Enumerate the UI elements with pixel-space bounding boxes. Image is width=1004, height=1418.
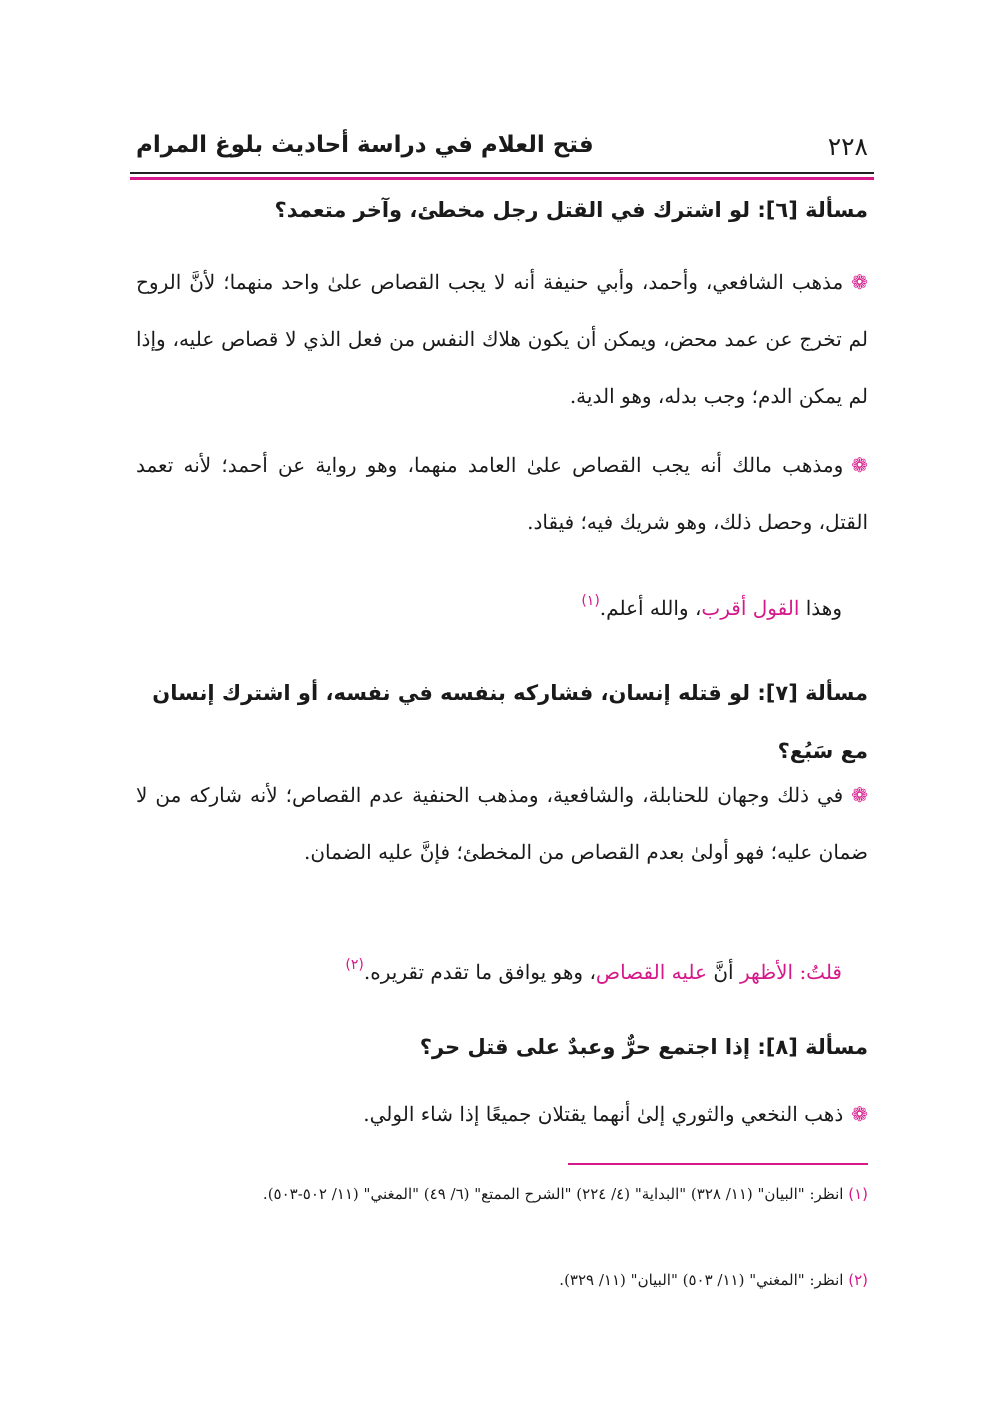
question-6-heading xyxy=(136,198,868,222)
footnote-2 xyxy=(136,1266,868,1294)
question-text: لو اشترك في القتل رجل مخطئ، وآخر متعمد؟ xyxy=(274,198,751,222)
header-rule-black xyxy=(130,172,874,174)
paragraph-hanabila xyxy=(136,767,868,881)
flower-ornament-icon: ❁ xyxy=(851,1102,868,1126)
footnote-text: انظر: "المغني" (١١/ ٥٠٣) "البيان" (١١/ ٣٢٩). xyxy=(559,1271,844,1289)
footnote-ref-1[interactable]: (١) xyxy=(581,593,600,609)
page-number: ٢٢٨ xyxy=(827,132,868,161)
conclusion-highlight: القول أقرب xyxy=(701,596,800,620)
question-text: لو قتله إنسان، فشاركه بنفسه في نفسه، أو اشترك إنسان مع سَبُع؟ xyxy=(152,681,868,763)
footnote-number: (٢) xyxy=(848,1271,868,1289)
paragraph-text: ومذهب مالك أنه يجب القصاص علىٰ العامد منهما، وهو رواية عن أحمد؛ لأنه تعمد القتل، وحصل ذلك، وهو شريك فيه؛ فيقاد. xyxy=(136,453,868,534)
page-header xyxy=(136,128,868,168)
footnote-text: انظر: "البيان" (١١/ ٣٢٨) "البداية" (٤/ ٢٢٤) "الشرح الممتع" (٦/ ٤٩) "المغني" (١١/ ٥٠٢-٥٠٣). xyxy=(262,1185,844,1203)
paragraph-conclusion-1 xyxy=(136,580,842,640)
flower-ornament-icon: ❁ xyxy=(851,783,868,807)
flower-ornament-icon: ❁ xyxy=(851,270,868,294)
footnote-number: (١) xyxy=(848,1185,868,1203)
flower-ornament-icon: ❁ xyxy=(851,453,868,477)
anna-word: أنَّ xyxy=(713,960,734,984)
question-text: إذا اجتمع حرٌّ وعبدٌ على قتل حر؟ xyxy=(419,1035,751,1059)
header-rule-pink xyxy=(130,177,874,180)
question-label: مسألة [٧]: xyxy=(757,681,868,705)
qultu-label: قلتُ: xyxy=(799,960,842,984)
question-7-heading xyxy=(136,664,868,780)
book-title: فتح العلام في دراسة أحاديث بلوغ المرام xyxy=(136,132,594,158)
footnote-separator xyxy=(568,1163,868,1165)
paragraph-text: ذهب النخعي والثوري إلىٰ أنهما يقتلان جميعًا إذا شاء الولي. xyxy=(363,1102,844,1126)
paragraph-malik xyxy=(136,437,868,551)
paragraph-text: في ذلك وجهان للحنابلة، والشافعية، ومذهب الحنفية عدم القصاص؛ لأنه شاركه من لا ضمان عليه؛ فهو أولىٰ بعدم القصاص من المخطئ؛ فإنَّ عليه الضمان. xyxy=(136,783,868,864)
paragraph-shafii xyxy=(136,254,868,425)
conclusion-post: ، وهو يوافق ما تقدم تقريره. xyxy=(363,960,596,984)
conclusion-pre: وهذا xyxy=(805,596,842,620)
azhar-label: الأظهر xyxy=(739,960,794,984)
conclusion-post: ، والله أعلم. xyxy=(599,596,702,620)
question-8-heading xyxy=(136,1035,868,1059)
paragraph-text: مذهب الشافعي، وأحمد، وأبي حنيفة أنه لا يجب القصاص علىٰ واحد منهما؛ لأنَّ الروح لم تخرج عن عمد محض، ويمكن أن يكون هلاك النفس من فعل الذي لا قصاص عليه، وإذا لم يمكن الدم؛ وجب بدله، وهو الدية. xyxy=(136,270,868,408)
paragraph-conclusion-2 xyxy=(136,944,842,1004)
footnote-ref-2[interactable]: (٢) xyxy=(345,957,364,973)
question-label: مسألة [٨]: xyxy=(757,1035,868,1059)
question-label: مسألة [٦]: xyxy=(757,198,868,222)
paragraph-nakhai xyxy=(136,1086,868,1143)
footnote-1 xyxy=(136,1180,868,1208)
qisas-highlight: عليه القصاص xyxy=(595,960,707,984)
